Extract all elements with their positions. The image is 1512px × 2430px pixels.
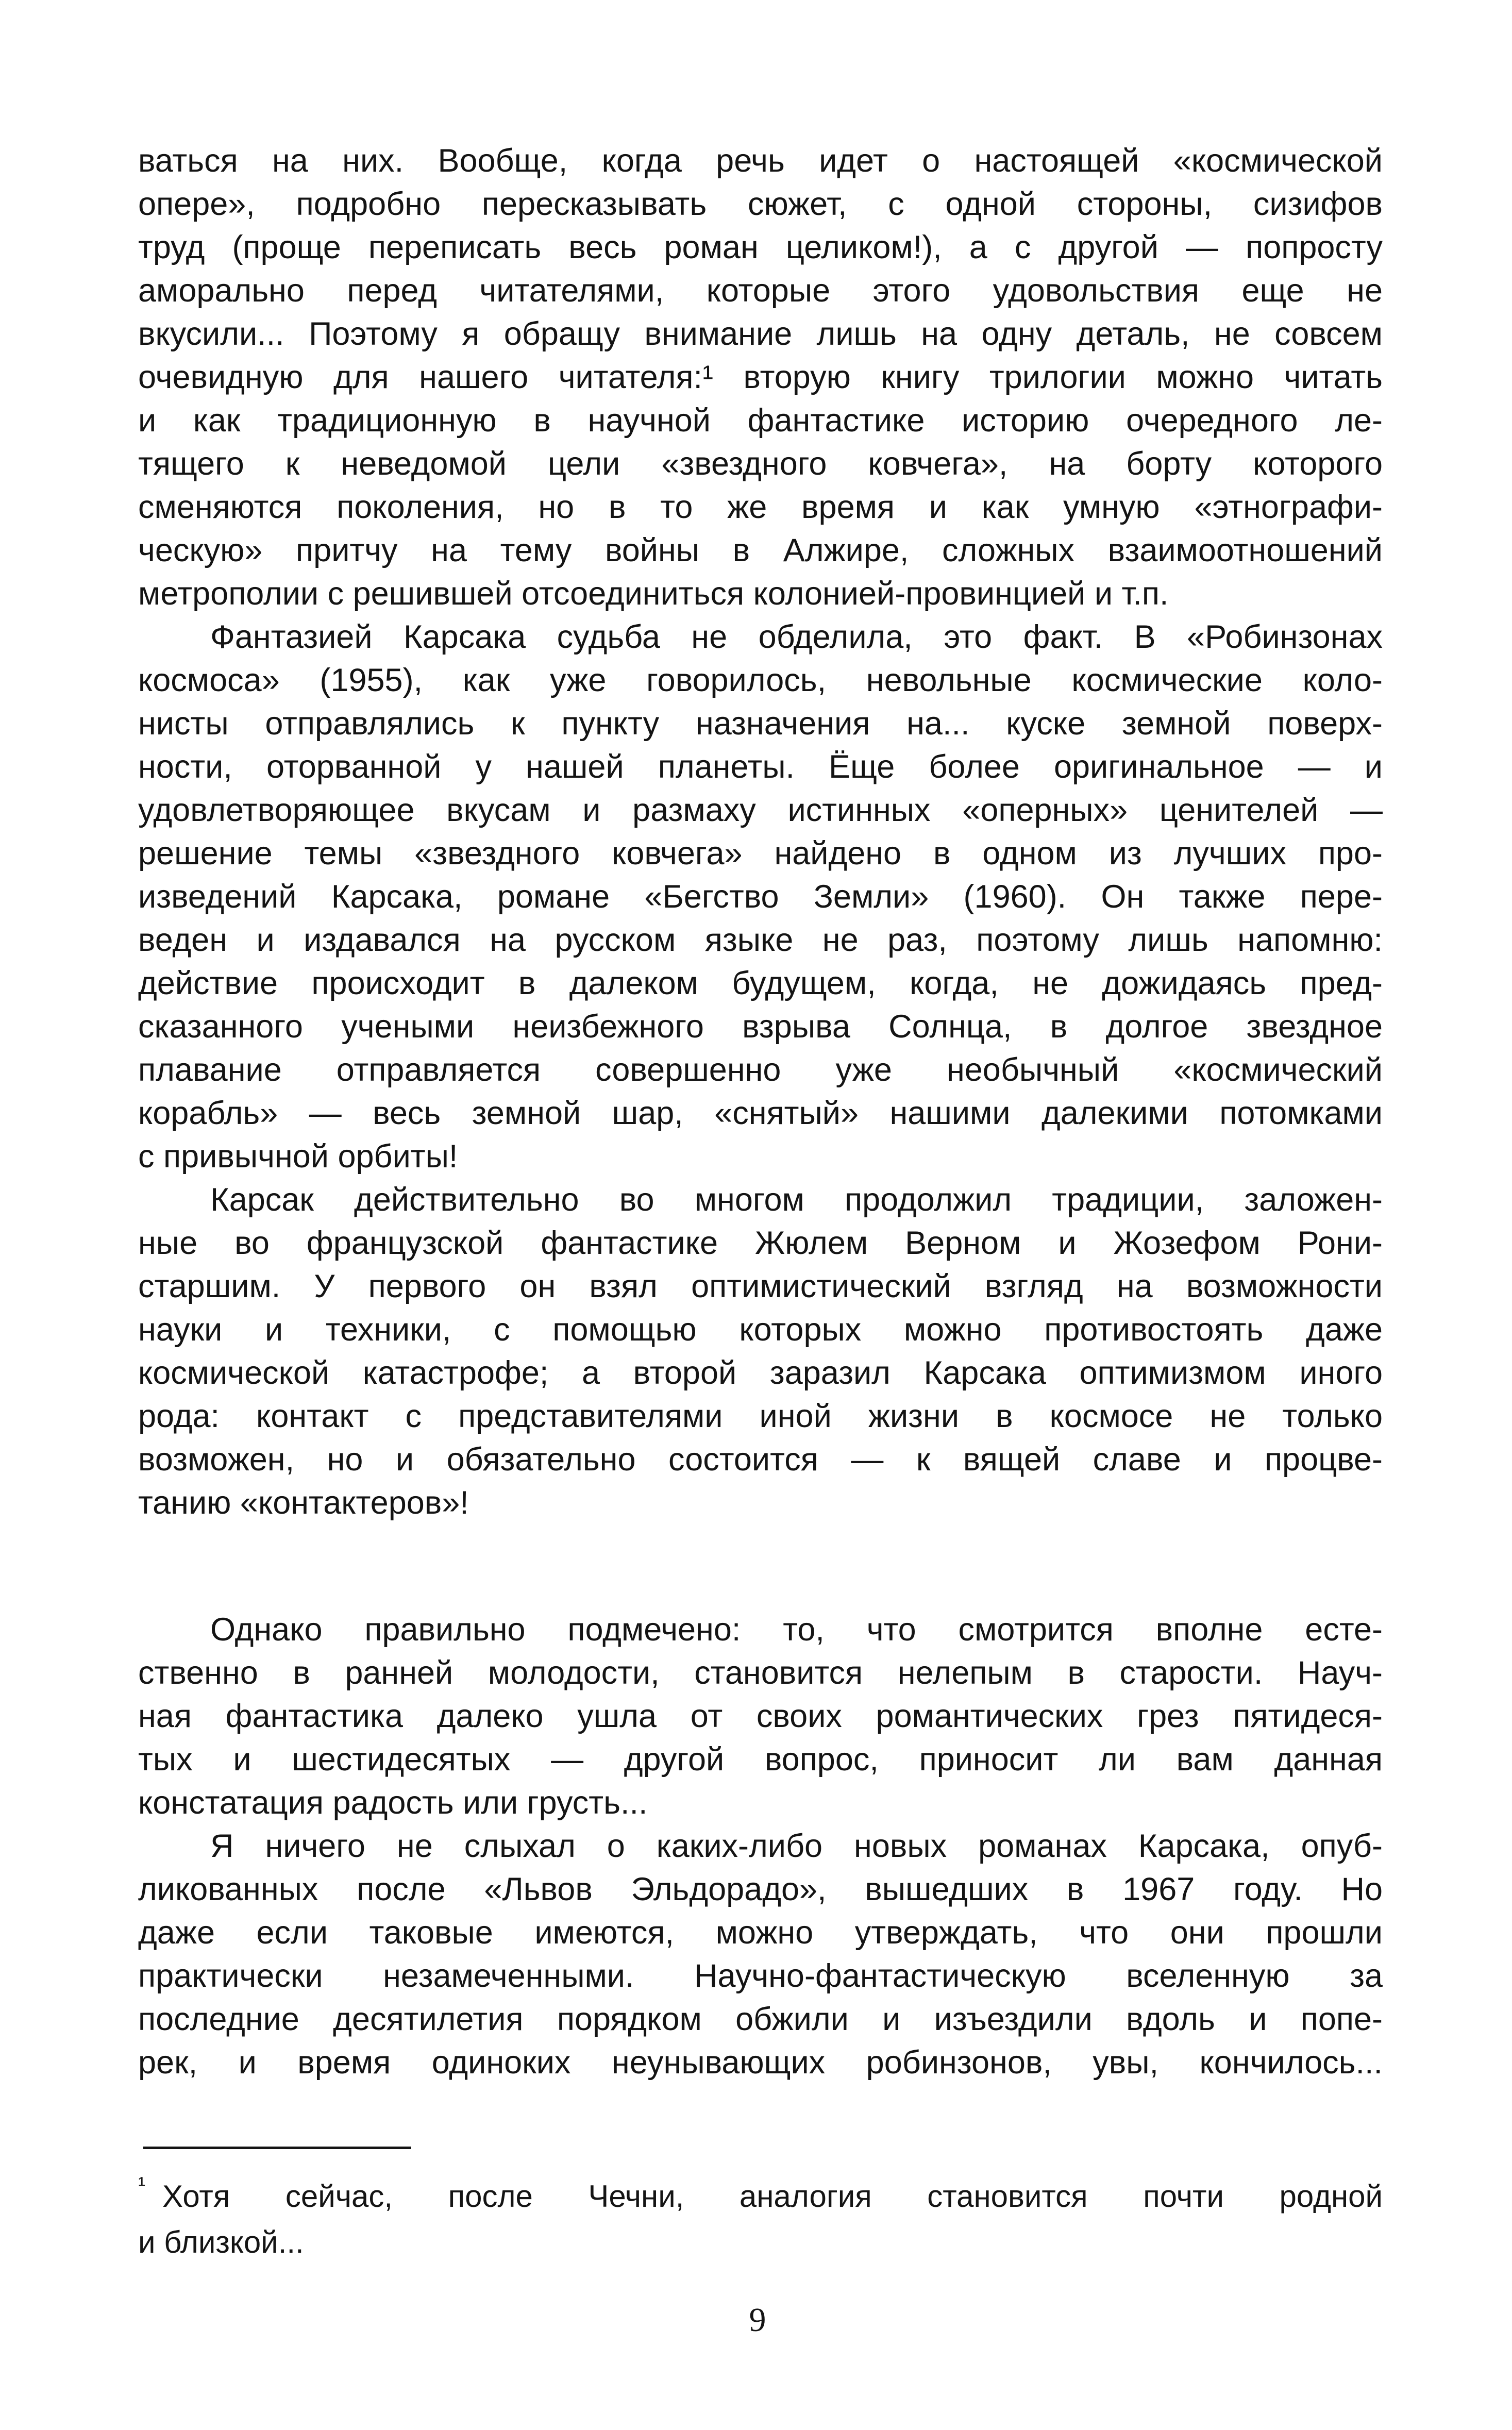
text-line: удовлетворяющее вкусам и размаху истинных «оперных» ценителей — [138, 792, 1383, 828]
text-line: корабль» — весь земной шар, «снятый» нашими далекими потомками [138, 1095, 1383, 1131]
footnote-marker: ¹ [138, 2172, 145, 2197]
text-line: труд (проще переписать весь роман целиком!), а с другой — попросту [138, 229, 1383, 265]
text-line: решение темы «звездного ковчега» найдено в одном из лучших про- [138, 835, 1383, 872]
text-line: рек, и время одиноких неунывающих робинзонов, увы, кончилось... [138, 2044, 1383, 2081]
text-line: плавание отправляется совершенно уже необычный «космический [138, 1052, 1383, 1088]
text-line: метрополии с решившей отсоединиться колонией-провинцией и т.п. [138, 576, 1169, 612]
text-line: рода: контакт с представителями иной жизни в космосе не только [138, 1398, 1383, 1434]
text-line: космоса» (1955), как уже говорилось, невольные космические коло- [138, 662, 1383, 698]
text-line: опере», подробно пересказывать сюжет, с одной стороны, сизифов [138, 186, 1383, 222]
text-line: танию «контактеров»! [138, 1485, 469, 1521]
text-line: ные во французской фантастике Жюлем Верном и Жозефом Рони- [138, 1225, 1383, 1261]
text-line: сменяются поколения, но в то же время и как умную «этнографи- [138, 489, 1383, 525]
text-line: Однако правильно подмечено: то, что смотрится вполне есте- [210, 1612, 1383, 1648]
text-line: и как традиционную в научной фантастике историю очередного ле- [138, 403, 1383, 439]
page-number: 9 [749, 2301, 766, 2339]
text-line: ликованных после «Львов Эльдорадо», вышедших в 1967 году. Но [138, 1871, 1383, 1907]
text-line: старшим. У первого он взял оптимистический взгляд на возможности [138, 1268, 1383, 1304]
text-line: аморально перед читателями, которые этого удовольствия еще не [138, 273, 1383, 309]
text-line: даже если таковые имеются, можно утверждать, что они прошли [138, 1915, 1383, 1951]
text-line: изведений Карсака, романе «Бегство Земли» (1960). Он также пере- [138, 879, 1383, 915]
text-line: возможен, но и обязательно состоится — к вящей славе и процве- [138, 1442, 1383, 1478]
text-line: констатация радость или грусть... [138, 1785, 648, 1821]
text-line: веден и издавался на русском языке не раз, поэтому лишь напомню: [138, 922, 1383, 958]
text-line: ческую» притчу на тему войны в Алжире, сложных взаимоотношений [138, 532, 1383, 568]
text-line: Карсак действительно во многом продолжил традиции, заложен- [210, 1182, 1383, 1218]
text-line: ности, оторванной у нашей планеты. Ёще более оригинальное — и [138, 749, 1383, 785]
footnote-line: Хотя сейчас, после Чечни, аналогия становится почти родной [162, 2179, 1383, 2214]
text-line: нисты отправлялись к пункту назначения на... куске земной поверх- [138, 706, 1383, 742]
text-line: тящего к неведомой цели «звездного ковчега», на борту которого [138, 446, 1383, 482]
text-line: Фантазией Карсака судьба не обделила, это факт. В «Робинзонах [210, 619, 1383, 655]
text-line: тых и шестидесятых — другой вопрос, приносит ли вам данная [138, 1741, 1383, 1778]
text-line: сказанного учеными неизбежного взрыва Солнца, в долгое звездное [138, 1009, 1383, 1045]
text-line: ственно в ранней молодости, становится нелепым в старости. Науч- [138, 1655, 1383, 1691]
text-line: действие происходит в далеком будущем, когда, не дожидаясь пред- [138, 965, 1383, 1001]
text-line: космической катастрофе; а второй заразил Карсака оптимизмом иного [138, 1355, 1383, 1391]
footnote-line: и близкой... [138, 2225, 304, 2259]
text-line: ваться на них. Вообще, когда речь идет о настоящей «космической [138, 143, 1383, 179]
text-line: науки и техники, с помощью которых можно противостоять даже [138, 1312, 1383, 1348]
text-line: последние десятилетия порядком обжили и изъездили вдоль и попе- [138, 2001, 1383, 2037]
text-line: вкусили... Поэтому я обращу внимание лишь на одну деталь, не совсем [138, 316, 1383, 352]
text-line: ная фантастика далеко ушла от своих романтических грез пятидеся- [138, 1698, 1383, 1734]
text-line: Я ничего не слыхал о каких-либо новых романах Карсака, опуб- [210, 1828, 1383, 1864]
text-line: с привычной орбиты! [138, 1138, 458, 1175]
footnote-rule [143, 2147, 411, 2149]
text-line: практически незамеченными. Научно-фантастическую вселенную за [138, 1958, 1383, 1994]
text-line: очевидную для нашего читателя:¹ вторую книгу трилогии можно читать [138, 359, 1383, 395]
